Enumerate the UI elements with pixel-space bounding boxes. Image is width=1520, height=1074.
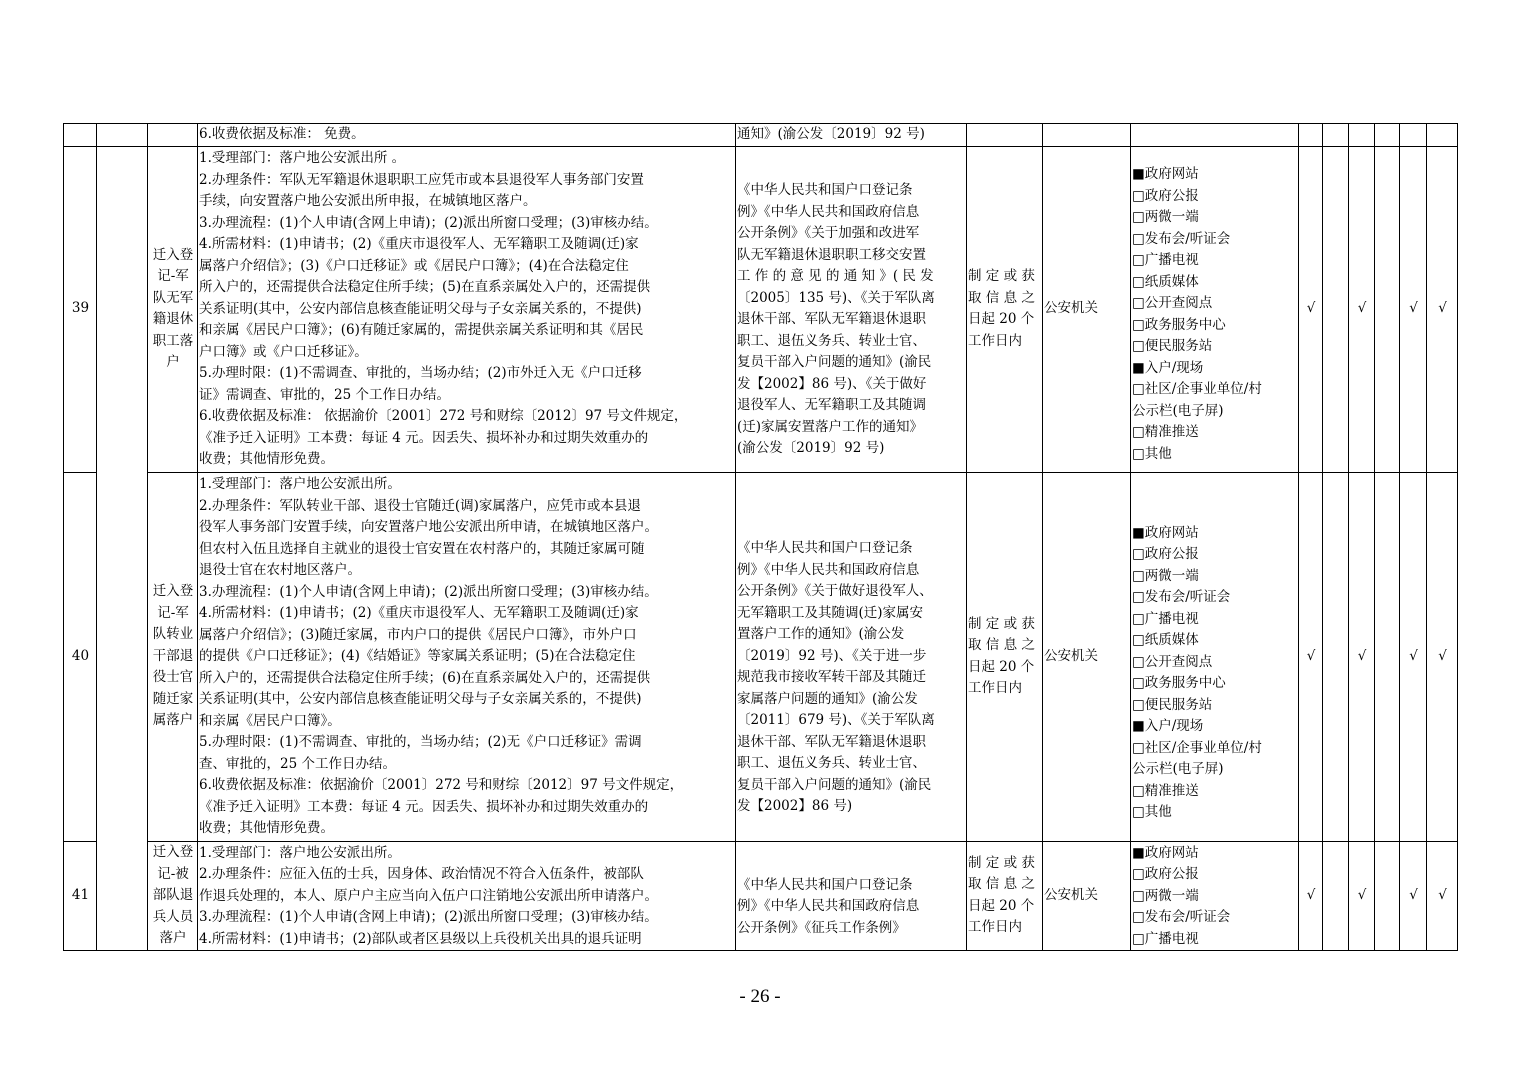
table-row [64,472,1458,841]
channel-item: □发布会/听证会 [1132,909,1231,925]
channel-item: □公开查阅点 [1132,295,1213,311]
content-cell: 1.受理部门：落户地公安派出所。 2.办理条件：应征入伍的士兵，因身体、政治情况不符合入伍条件，被部队 作退兵处理的，本人、原户户主应当向入伍户口注销地公安派出所申请落户。 3.办理流程：(1)个人申请(含网上申请)；(2)派出所窗口受理；(3)审核办结。 4.所需材料：(1)申请书；(2)部队或者区县级以上兵役机关出具的退兵证明 [198,841,736,951]
channel-item: 公示栏(电子屏) [1132,402,1224,419]
check-mark [1323,146,1349,472]
channel-item: □便民服务站 [1132,696,1213,713]
channel-item: □便民服务站 [1132,338,1213,354]
category-cell [97,124,148,147]
channels-cell [1131,124,1299,147]
channel-item: ■政府网站 [1132,166,1199,182]
check-cell [1299,124,1323,147]
basis-cell: 《中华人民共和国户口登记条 例》《中华人民共和国政府信息 公开条例》《征兵工作条例》 [736,841,967,951]
channel-item: ■政府网站 [1132,844,1199,861]
check-mark: √ [1299,472,1323,841]
channel-item: □精准推送 [1132,782,1199,799]
check-cell [1375,124,1400,147]
basis-cell: 《中华人民共和国户口登记条 例》《中华人民共和国政府信息 公开条例》《关于加强和改进军 队无军籍退休退职职工移交安置 工 作 的 意 见 的 通 知 》( 民 发 〔2005〕135 号)、《关于军队离 退休干部、军队无军籍退休退职 职工、退伍义务兵、转业士官、 复员干部入户问题的通知》(渝民 发【2002】86 号)、《关于做好 退役军人、无军籍职工及其随调 (迁)家属安置落户工作的通知》 (渝公发〔2019〕92 号) [736,146,967,472]
check-mark: √ [1299,841,1323,951]
check-mark [1375,146,1400,472]
check-cell [1400,124,1427,147]
check-cell [1323,124,1349,147]
item-name-cell [148,124,198,147]
row-number-cell [64,124,97,147]
check-mark: √ [1427,841,1458,951]
channel-item: □发布会/听证会 [1132,589,1231,605]
channel-item: □发布会/听证会 [1132,230,1231,247]
check-mark: √ [1349,146,1375,472]
channel-item: ■政府网站 [1132,524,1199,541]
category-cell [97,146,148,951]
check-mark: √ [1400,472,1427,841]
time-limit: 制 定 或 获 取 信 息 之 日起 20 个 工作日内 [967,841,1043,951]
channel-item: □两微一端 [1132,887,1199,904]
channel-item: □两微一端 [1132,209,1199,225]
row-number: 39 [64,146,97,472]
content-cell: 1.受理部门：落户地公安派出所 。 2.办理条件：军队无军籍退休退职职工应凭市或本县退役军人事务部门安置 手续，向安置落户地公安派出所申报，在城镇地区落户。 3.办理流程：(1)个人申请(含网上申请)；(2)派出所窗口受理；(3)审核办结。 4.所需材料：(1)申请书；(2)《重庆市退役军人、无军籍职工及随调(迁)家 属落户介绍信》；(3)《户口迁移证》或《居民户口簿》；(4)在合法稳定住 所入户的，还需提供合法稳定住所手续；(5)在直系亲属处入户的，还需提供 关系证明(其中，公安内部信息核查能证明父母与子女亲属关系的，不提供) 和亲属《居民户口簿》；(6)有随迁家属的，需提供亲属关系证明和其《居民 户口簿》或《户口迁移证》。 5.办理时限：(1)不需调查、审批的，当场办结；(2)市外迁入无《户口迁移 证》需调查、审批的，25 个工作日办结。 6.收费依据及标准： 依据渝价〔2001〕272 号和财综〔2012〕97 号文件规定， 《准予迁入证明》工本费：每证 4 元。因丢失、损坏补办和过期失效重办的 收费；其他情形免费。 [198,146,736,472]
check-mark: √ [1299,146,1323,472]
check-mark: √ [1349,841,1375,951]
check-mark [1375,472,1400,841]
basis-cell: 通知》(渝公发〔2019〕92 号) [736,124,967,147]
channel-item: □精准推送 [1132,424,1199,440]
check-mark: √ [1427,472,1458,841]
item-name: 迁入登 记-军 队转业 干部退 役士官 随迁家 属落户 [148,472,198,841]
time-limit-cell [967,124,1043,147]
check-mark [1323,472,1349,841]
channel-item: □政务服务中心 [1132,316,1226,333]
row-number: 41 [64,841,97,951]
check-cell [1349,124,1375,147]
channel-item: □政府公报 [1132,187,1199,204]
content-cell: 6.收费依据及标准： 免费。 [198,124,736,147]
channel-item: □广播电视 [1132,252,1199,268]
table-row [64,841,1458,951]
channel-item: □广播电视 [1132,930,1199,947]
channel-item: ■入户/现场 [1132,359,1204,376]
check-cell [1427,124,1458,147]
channel-item: ■入户/现场 [1132,718,1204,734]
channel-item: □两微一端 [1132,567,1199,584]
basis-cell: 《中华人民共和国户口登记条 例》《中华人民共和国政府信息 公开条例》《关于做好退役军人、 无军籍职工及其随调(迁)家属安 置落户工作的通知》(渝公发 〔2019〕92 号)、《关于进一步 规范我市接收军转干部及其随迁 家属落户问题的通知》(渝公发 〔2011〕679 号)、《关于军队离 退休干部、军队无军籍退休退职 职工、退伍义务兵、转业士官、 复员干部入户问题的通知》(渝民 发【2002】86 号) [736,472,967,841]
disclosure-channels [1131,841,1299,951]
check-mark: √ [1349,472,1375,841]
content-cell: 1.受理部门：落户地公安派出所。 2.办理条件：军队转业干部、退役士官随迁(调)家属落户，应凭市或本县退 役军人事务部门安置手续，向安置落户地公安派出所申请，在城镇地区落户。 但农村入伍且选择自主就业的退役士官安置在农村落户的，其随迁家属可随 退役士官在农村地区落户。 3.办理流程：(1)个人申请(含网上申请)；(2)派出所窗口受理；(3)审核办结。 4.所需材料：(1)申请书；(2)《重庆市退役军人、无军籍职工及随调(迁)家 属落户介绍信》；(3)随迁家属，市内户口的提供《居民户口簿》，市外户口 的提供《户口迁移证》；(4)《结婚证》等家属关系证明；(5)在合法稳定住 所入户的，还需提供合法稳定住所手续；(6)在直系亲属处入户的，还需提供 关系证明(其中，公安内部信息核查能证明父母与子女亲属关系的，不提供) 和亲属《居民户口簿》。 5.办理时限：(1)不需调查、审批的，当场办结；(2)无《户口迁移证》需调 查、审批的，25 个工作日办结。 6.收费依据及标准：依据渝价〔2001〕272 号和财综〔2012〕97 号文件规定， 《准予迁入证明》工本费：每证 4 元。因丢失、损坏补办和过期失效重办的 收费；其他情形免费。 [198,472,736,841]
subject-cell [1043,124,1131,147]
channel-item: □广播电视 [1132,610,1199,627]
channel-item: □纸质媒体 [1132,632,1199,648]
channel-item: □政府公报 [1132,866,1199,882]
table-row-continued [64,124,1458,147]
disclosure-channels [1131,472,1299,841]
row-number: 40 [64,472,97,841]
channel-item: □公开查阅点 [1132,653,1213,670]
check-mark: √ [1400,841,1427,951]
channel-item: □社区/企事业单位/村 [1132,381,1262,397]
disclosure-subject: 公安机关 [1043,472,1131,841]
item-name: 迁入登 记-被 部队退 兵人员 落户 [148,841,198,951]
page-number: - 26 - [739,986,781,1007]
channel-item: □其他 [1132,804,1172,820]
check-mark: √ [1427,146,1458,472]
channel-item: □政务服务中心 [1132,675,1226,691]
check-mark [1323,841,1349,951]
disclosure-table [63,123,1458,951]
disclosure-subject: 公安机关 [1043,841,1131,951]
channel-item: 公示栏(电子屏) [1132,761,1224,777]
disclosure-subject: 公安机关 [1043,146,1131,472]
disclosure-channels [1131,146,1299,472]
channel-item: □其他 [1132,445,1172,462]
check-mark: √ [1400,146,1427,472]
item-name: 迁入登 记-军 队无军 籍退休 职工落 户 [148,146,198,472]
table-row [64,146,1458,472]
channel-item: □政府公报 [1132,546,1199,562]
channel-item: □纸质媒体 [1132,273,1199,290]
time-limit: 制 定 或 获 取 信 息 之 日起 20 个 工作日内 [967,472,1043,841]
check-mark [1375,841,1400,951]
time-limit: 制 定 或 获 取 信 息 之 日起 20 个 工作日内 [967,146,1043,472]
channel-item: □社区/企事业单位/村 [1132,739,1262,756]
